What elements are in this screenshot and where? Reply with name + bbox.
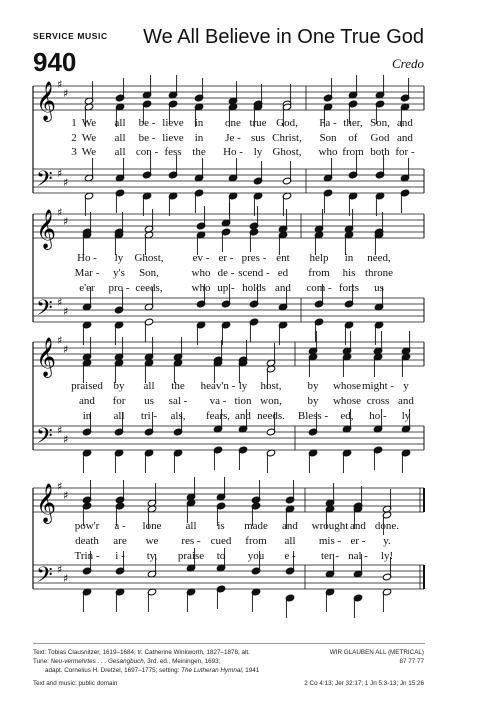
sharp-icon: ♯ xyxy=(63,572,69,585)
lyric-syllable: ly xyxy=(401,410,411,422)
lyric-syllable: for xyxy=(112,395,126,407)
lyric-syllable: wrought xyxy=(311,520,349,532)
lyric-syllable: who xyxy=(318,146,338,158)
lyric-syllable: y. xyxy=(383,535,391,547)
lyric-syllable: lieve xyxy=(162,132,184,144)
footer-tune-info xyxy=(274,648,424,688)
lyric-syllable: ly xyxy=(253,146,263,158)
lyric-syllable: er - xyxy=(218,252,234,264)
lyric-syllable: are xyxy=(113,535,127,547)
tune-name: WIR GLAUBEN ALL (METRICAL) xyxy=(329,649,424,656)
treble-clef-icon: 𝄞 xyxy=(36,81,57,121)
lyric-syllable: need, xyxy=(367,252,391,264)
lyric-syllable: res - xyxy=(181,535,201,547)
hymn-title: We All Believe in One True God xyxy=(143,26,424,48)
lyric-syllable: from xyxy=(245,535,267,547)
lyric-syllable: be - xyxy=(138,132,156,144)
lyric-syllable: ev - xyxy=(192,252,210,264)
lyric-syllable: nal - xyxy=(348,550,368,562)
adapt-credit: adapt. Cornelius H. Dretzel, 1697–1775; setting: The Lutheran Hymnal, 1941 xyxy=(45,667,260,674)
lyric-syllable: Son, xyxy=(370,117,390,129)
lyric-syllable: all xyxy=(143,380,155,392)
lyric-syllable: true xyxy=(249,117,267,129)
lyric-syllable: lieve xyxy=(162,117,184,129)
lyric-syllable: Son, xyxy=(139,267,159,279)
sharp-icon: ♯ xyxy=(63,305,69,318)
lyric-syllable: up - xyxy=(217,282,235,294)
lyric-syllable: heav'n - xyxy=(200,380,236,392)
tune-credit: Tune: Neu-vermehrtes . . . Gesangbuch, 3rd. ed., Meiningen, 1693; xyxy=(33,658,221,665)
treble-clef-icon: 𝄞 xyxy=(36,209,57,249)
lyric-syllable: who xyxy=(191,282,211,294)
lyric-syllable: Je - xyxy=(225,132,241,144)
lyric-syllable: sal - xyxy=(168,395,188,407)
lyric-syllable: and xyxy=(275,282,291,294)
lyric-syllable: holds xyxy=(242,282,266,294)
verse-number: 2 xyxy=(71,132,77,144)
bass-clef-icon: 𝄢 xyxy=(36,424,53,454)
lyric-syllable: be - xyxy=(138,117,156,129)
lyric-syllable: in xyxy=(194,117,204,129)
lyric-syllable: fears, xyxy=(205,410,231,422)
verse-number: 1 xyxy=(71,117,77,129)
lyric-syllable: com - xyxy=(306,282,332,294)
lyric-syllable: in xyxy=(194,132,204,144)
lyric-syllable: Ghost, xyxy=(272,146,302,158)
sharp-icon: ♯ xyxy=(63,87,69,100)
lyric-syllable: Trin - xyxy=(74,550,100,562)
public-domain-note: Text and music: public domain xyxy=(33,680,118,687)
lyric-syllable: ed xyxy=(277,267,289,279)
lyric-syllable: Fa - xyxy=(319,117,337,129)
lyric-syllable: tri - xyxy=(140,410,158,422)
lyric-syllable: and xyxy=(397,117,413,129)
lyric-syllable: all xyxy=(284,535,296,547)
lyric-syllable: Mar - xyxy=(74,267,100,279)
sharp-icon: ♯ xyxy=(63,343,69,356)
lyric-syllable: tion xyxy=(234,395,252,407)
treble-clef-icon: 𝄞 xyxy=(36,337,57,377)
lyric-syllable: pro - xyxy=(108,282,130,294)
sharp-icon: ♯ xyxy=(57,206,63,219)
lyric-syllable: er - xyxy=(350,535,366,547)
lyric-syllable: one xyxy=(225,117,241,129)
lyric-syllable: God, xyxy=(276,117,298,129)
lyric-syllable: i - xyxy=(115,550,125,562)
lyric-syllable: for - xyxy=(395,146,415,158)
lyric-syllable: ly! xyxy=(380,550,394,562)
lyric-syllable: and xyxy=(398,395,414,407)
sharp-icon: ♯ xyxy=(63,433,69,446)
lyric-syllable: and xyxy=(282,520,298,532)
lyric-syllable: ter - xyxy=(320,550,340,562)
lyric-syllable: in xyxy=(82,410,92,422)
lyric-syllable: won, xyxy=(260,395,282,407)
meter: 87 77 77 xyxy=(399,658,424,665)
lyric-syllable: lone xyxy=(142,520,162,532)
lyric-syllable: ent xyxy=(276,252,290,264)
lyric-syllable: us xyxy=(144,395,154,407)
lyric-syllable: needs. xyxy=(257,410,285,422)
lyric-syllable: cued xyxy=(210,535,232,547)
lyric-syllable: pres - xyxy=(241,252,267,264)
lyric-syllable: you xyxy=(247,550,265,562)
lyric-syllable: Christ, xyxy=(272,132,302,144)
sharp-icon: ♯ xyxy=(57,563,63,576)
lyric-syllable: e'er xyxy=(79,282,95,294)
lyric-syllable: to xyxy=(216,550,226,562)
lyric-syllable: Ho - xyxy=(223,146,243,158)
lyric-syllable: Bless - xyxy=(297,410,329,422)
lyric-syllable: We xyxy=(81,117,97,129)
lyric-syllable: made xyxy=(244,520,268,532)
sharp-icon: ♯ xyxy=(57,296,63,309)
lyric-syllable: throne xyxy=(364,267,394,279)
footer-rule xyxy=(33,643,425,644)
lyric-syllable: death xyxy=(75,535,99,547)
lyric-syllable: pow'r xyxy=(74,520,100,532)
lyric-syllable: We xyxy=(81,146,97,158)
lyric-syllable: cross xyxy=(366,395,390,407)
sharp-icon: ♯ xyxy=(63,215,69,228)
lyric-syllable: praise xyxy=(177,550,205,562)
lyric-syllable: We xyxy=(81,132,97,144)
lyric-syllable: all xyxy=(114,132,126,144)
lyric-syllable: ther, xyxy=(343,117,363,129)
lyric-syllable: in xyxy=(344,252,354,264)
lyric-syllable: and xyxy=(235,410,251,422)
lyric-syllable: done. xyxy=(374,520,400,532)
bass-clef-icon: 𝄢 xyxy=(36,296,53,326)
lyric-syllable: who xyxy=(191,267,211,279)
lyric-syllable: sus xyxy=(250,132,266,144)
lyric-syllable: va - xyxy=(209,395,227,407)
lyric-syllable: the xyxy=(192,146,206,158)
section-label: SERVICE MUSIC xyxy=(33,31,108,41)
lyric-syllable: Ho - xyxy=(77,252,97,264)
lyric-syllable: als, xyxy=(170,410,186,422)
lyric-syllable: all xyxy=(114,117,126,129)
lyric-syllable: help xyxy=(309,252,329,264)
hymn-number: 940 xyxy=(33,47,77,77)
treble-clef-icon: 𝄞 xyxy=(36,483,57,523)
lyric-syllable: mis - xyxy=(318,535,342,547)
lyric-syllable: ceeds, xyxy=(135,282,163,294)
lyric-syllable: by xyxy=(307,380,319,392)
lyric-syllable: from xyxy=(308,267,330,279)
sharp-icon: ♯ xyxy=(57,424,63,437)
sharp-icon: ♯ xyxy=(57,78,63,91)
lyric-syllable: and xyxy=(79,395,95,407)
lyric-syllable: both xyxy=(370,146,390,158)
lyric-syllable: e - xyxy=(284,550,296,562)
lyric-syllable: praised xyxy=(71,380,103,392)
sharp-icon: ♯ xyxy=(57,480,63,493)
lyric-syllable: fess xyxy=(164,146,182,158)
lyric-syllable: by xyxy=(113,380,125,392)
lyric-syllable: whose xyxy=(332,380,362,392)
lyric-syllable: all xyxy=(114,146,126,158)
lyric-syllable: is xyxy=(217,520,225,532)
lyric-syllable: forts xyxy=(338,282,360,294)
lyric-syllable: of xyxy=(348,132,358,144)
lyric-syllable: y xyxy=(403,380,409,392)
scripture-refs: 2 Co 4:13; Jer 32:17; 1 Jn 5:3-13; Jn 15:26 xyxy=(304,680,424,687)
lyric-syllable: by xyxy=(307,395,319,407)
lyric-syllable: con - xyxy=(135,146,159,158)
text-credit: Text: Tobias Clausnitzer, 1619–1684; tr. Catherine Winkworth, 1827–1878, alt. xyxy=(33,649,250,656)
lyric-syllable: y's xyxy=(113,267,125,279)
lyric-syllable: Son xyxy=(319,132,337,144)
lyric-syllable: and xyxy=(350,520,366,532)
lyric-syllable: we xyxy=(145,535,159,547)
lyric-syllable: and xyxy=(397,132,413,144)
lyric-syllable: ed, xyxy=(340,410,354,422)
lyric-syllable: whose xyxy=(332,395,362,407)
lyric-syllable: host, xyxy=(260,380,282,392)
lyric-syllable: the xyxy=(171,380,185,392)
sharp-icon: ♯ xyxy=(63,176,69,189)
sharp-icon: ♯ xyxy=(57,334,63,347)
lyric-syllable: all xyxy=(113,410,125,422)
bass-clef-icon: 𝄢 xyxy=(36,167,53,197)
lyric-syllable: ty, xyxy=(146,550,158,562)
lyric-syllable: God xyxy=(370,132,390,144)
lyric-syllable: all xyxy=(185,520,197,532)
lyric-syllable: a - xyxy=(114,520,126,532)
verse-number: 3 xyxy=(71,146,77,158)
sharp-icon: ♯ xyxy=(63,489,69,502)
lyric-syllable: us xyxy=(374,282,384,294)
lyric-syllable: his xyxy=(342,267,356,279)
lyric-syllable: might - xyxy=(361,380,395,392)
lyric-syllable: from xyxy=(342,146,364,158)
hymn-subtitle: Credo xyxy=(391,56,424,71)
bass-clef-icon: 𝄢 xyxy=(36,563,53,593)
sharp-icon: ♯ xyxy=(57,167,63,180)
lyric-syllable: ly xyxy=(114,252,124,264)
lyric-syllable: ly xyxy=(238,380,248,392)
lyric-syllable: de - xyxy=(217,267,235,279)
lyric-syllable: scend - xyxy=(238,267,270,279)
lyric-syllable: Ghost, xyxy=(134,252,164,264)
lyric-syllable: ho - xyxy=(369,410,387,422)
